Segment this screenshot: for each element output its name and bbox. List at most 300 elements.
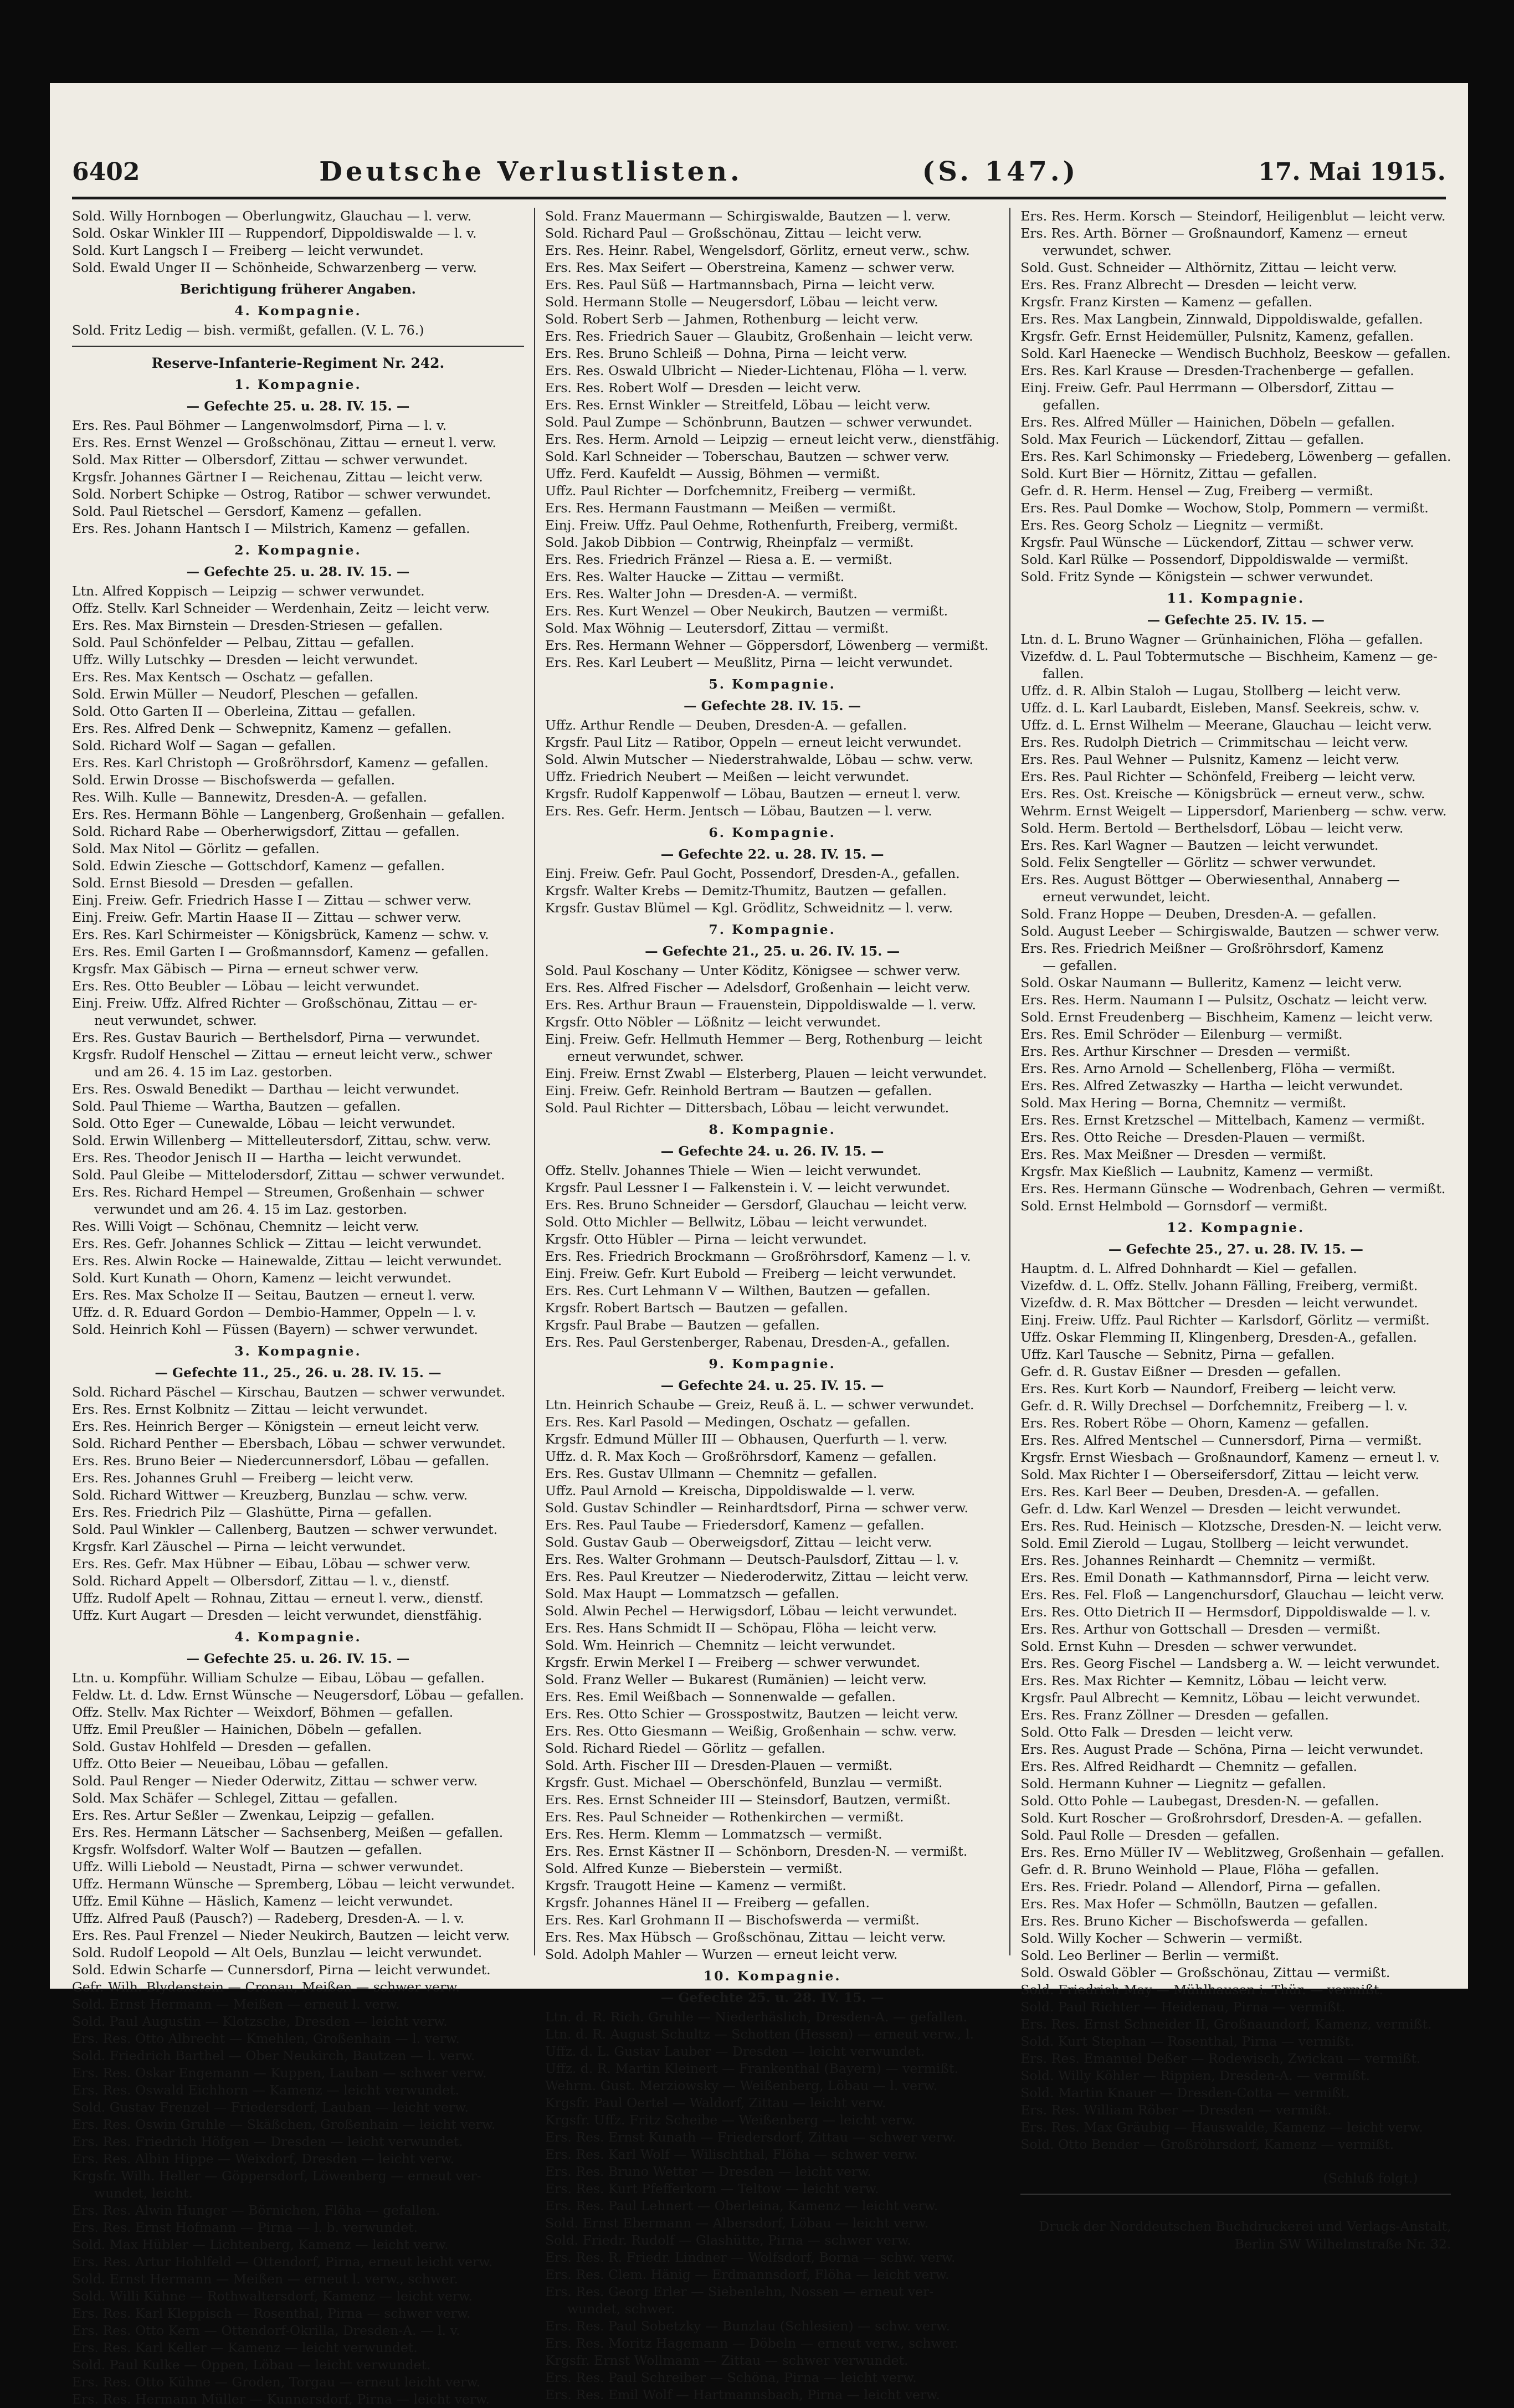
casualty-entry: Ers. Res. Theodor Jenisch II — Hartha — leicht verwundet. <box>72 1150 462 1166</box>
casualty-entry: Einj. Freiw. Uffz. Paul Oehme, Rothenfurth, Freiberg, vermißt. <box>545 517 958 533</box>
page-number: 6402 <box>72 157 140 186</box>
casualty-entry: Sold. August Leeber — Schirgiswalde, Bautzen — schwer verw. <box>1020 923 1440 939</box>
casualty-entry: Ers. Res. Herm. Klemm — Lommatzsch — vermißt. <box>545 1826 882 1842</box>
casualty-entry: Sold. Karl Rülke — Possendorf, Dippoldiswalde — vermißt. <box>1020 552 1409 567</box>
casualty-entry: Sold. Ernst Hermann — Meißen — erneut l. verw. <box>72 1996 400 2012</box>
casualty-entry: Ers. Res. Rud. Heinisch — Klotzsche, Dresden-N. — leicht verw. <box>1020 1518 1443 1534</box>
casualty-entry: Ers. Res. Arthur von Gottschall — Dresden — vermißt. <box>1020 1621 1380 1637</box>
casualty-entry-continuation: wundet, leicht. <box>94 2185 193 2201</box>
column-3 <box>1009 208 1451 2252</box>
imprint-divider <box>1020 2194 1451 2195</box>
casualty-entry: Gefr. d. R. Gustav Eißner — Dresden — gefallen. <box>1020 1364 1341 1379</box>
casualty-entry: Gefr. d. R. Willy Drechsel — Dorfchemnitz, Freiberg — l. v. <box>1020 1398 1408 1414</box>
casualty-entry: Sold. Willy Kocher — Schwerin — vermißt. <box>1020 1930 1303 1946</box>
casualty-entry: Feldw. Lt. d. Ldw. Ernst Wünsche — Neugersdorf, Löbau — gefallen. <box>72 1687 524 1703</box>
battle-dates: — Gefechte 21., 25. u. 26. IV. 15. — <box>645 943 900 959</box>
casualty-entry: Ers. Res. Paul Lehnert — Oberleina, Kamenz — leicht verw. <box>545 2198 938 2214</box>
casualty-entry: Ers. Res. Friedrich Sauer — Glaubitz, Großenhain — leicht verw. <box>545 328 973 344</box>
casualty-entry: Sold. Richard Riedel — Görlitz — gefallen. <box>545 1740 825 1756</box>
casualty-entry: Ers. Res. Alfred Mentschel — Cunnersdorf, Pirna — vermißt. <box>1020 1433 1422 1448</box>
casualty-entry: Sold. Edwin Ziesche — Gottschdorf, Kamenz — gefallen. <box>72 858 445 874</box>
casualty-entry: Ers. Res. Erno Müller IV — Weblitzweg, Großenhain — gefallen. <box>1020 1845 1445 1860</box>
casualty-entry: Ers. Res. Max Seifert — Oberstreina, Kamenz — schwer verw. <box>545 260 955 275</box>
company-heading: 9. Kompagnie. <box>709 1356 836 1372</box>
company-heading: 10. Kompagnie. <box>703 1968 841 1984</box>
casualty-entry: Ers. Res. Alwin Hunger — Börnichen, Flöha — gefallen. <box>72 2202 440 2218</box>
casualty-entry-continuation: wundet, schwer. <box>567 2301 675 2317</box>
casualty-entry: Sold. Karl Schneider — Toberschau, Bautzen — schwer verw. <box>545 449 950 464</box>
casualty-entry: Ers. Res. Max Gräubig — Hauswalde, Kamenz — leicht verw. <box>1020 2119 1423 2135</box>
casualty-entry: Einj. Freiw. Gefr. Reinhold Bertram — Bautzen — gefallen. <box>545 1083 932 1098</box>
casualty-entry: Einj. Freiw. Gefr. Paul Herrmann — Olbersdorf, Zittau — <box>1020 380 1394 396</box>
casualty-entry: Ers. Res. Walter Haucke — Zittau — vermißt. <box>545 569 845 584</box>
casualty-entry: Krgsfr. Paul Litz — Ratibor, Oppeln — erneut leicht verwundet. <box>545 735 962 750</box>
casualty-entry: Ers. Res. Georg Fischel — Landsberg a. W. — leicht verwundet. <box>1020 1656 1440 1671</box>
casualty-entry: Sold. Martin Knauer — Dresden-Cotta — vermißt. <box>1020 2085 1350 2101</box>
sheet-number: (S. 147.) <box>922 156 1079 187</box>
casualty-entry: Ers. Res. Hermann Faustmann — Meißen — vermißt. <box>545 500 896 516</box>
casualty-entry: Uffz. Kurt Augart — Dresden — leicht verwundet, dienstfähig. <box>72 1608 483 1623</box>
casualty-entry: Sold. Willi Kühne — Rothwaltersdorf, Kamenz — leicht verw. <box>72 2288 473 2304</box>
casualty-entry: Ers. Res. Alfred Fischer — Adelsdorf, Großenhain — leicht verw. <box>545 980 971 995</box>
casualty-entry: Sold. Herm. Bertold — Berthelsdorf, Löbau — leicht verw. <box>1020 820 1404 836</box>
casualty-entry: Uffz. Oskar Flemming II, Klingenberg, Dresden-A., gefallen. <box>1020 1329 1417 1345</box>
casualty-entry: Sold. Fritz Ledig — bish. vermißt, gefallen. (V. L. 76.) <box>72 322 424 338</box>
casualty-entry-continuation: erneut verwundet, schwer. <box>567 1049 744 1064</box>
casualty-entry: Sold. Friedrich May — Mühlhausen i. Thür. — vermißt. <box>1020 1982 1383 1998</box>
casualty-entry-continuation: — gefallen. <box>1043 958 1117 973</box>
casualty-entry-continuation: erneut verwundet, leicht. <box>1043 889 1210 905</box>
casualty-entry: Ers. Res. Alfred Denk — Schwepnitz, Kamenz — gefallen. <box>72 721 452 736</box>
casualty-entry: Sold. Max Nitol — Görlitz — gefallen. <box>72 841 320 856</box>
columns <box>72 208 1451 2407</box>
casualty-entry: Ers. Res. Otto Dietrich II — Hermsdorf, Dippoldiswalde — l. v. <box>1020 1604 1431 1620</box>
casualty-entry: Einj. Freiw. Uffz. Paul Richter — Karlsdorf, Görlitz — vermißt. <box>1020 1312 1430 1328</box>
casualty-entry: Ers. Res. Friedrich Höfgen — Dresden — leicht verwundet. <box>72 2134 463 2149</box>
column-2 <box>534 208 1009 2402</box>
casualty-entry: Sold. Willy Hornbogen — Oberlungwitz, Glauchau — l. verw. <box>72 208 472 224</box>
casualty-entry: Ers. Res. Hermann Müller — Kunnersdorf, Pirna — leicht verw. <box>72 2391 490 2407</box>
casualty-entry: Krgsfr. Uffz. Fritz Scheibe — Weißenberg — leicht verw. <box>545 2112 916 2128</box>
publication-title: Deutsche Verlustlisten. <box>319 156 743 187</box>
casualty-entry: Uffz. Alfred Pauß (Pausch?) — Radeberg, Dresden-A. — l. v. <box>72 1911 465 1926</box>
casualty-entry: Sold. Richard Appelt — Olbersdorf, Zittau — l. v., dienstf. <box>72 1573 450 1589</box>
casualty-entry: Ers. Res. Max Langbein, Zinnwald, Dippoldiswalde, gefallen. <box>1020 311 1423 327</box>
casualty-entry: Sold. Otto Eger — Cunewalde, Löbau — leicht verwundet. <box>72 1116 456 1131</box>
casualty-entry: Ers. Res. Ost. Kreische — Königsbrück — erneut verw., schw. <box>1020 786 1425 802</box>
casualty-entry: Ers. Res. Friedrich Fränzel — Riesa a. E. — vermißt. <box>545 552 892 567</box>
page-header <box>72 150 1446 194</box>
casualty-entry: Uffz. d. L. Ernst Wilhelm — Meerane, Glauchau — leicht verw. <box>1020 717 1432 733</box>
casualty-entry: Sold. Otto Falk — Dresden — leicht verw. <box>1020 1724 1294 1740</box>
casualty-entry: Ers. Res. Paul Wehner — Pulsnitz, Kamenz — leicht verw. <box>1020 752 1400 767</box>
section-divider <box>72 346 524 347</box>
casualty-entry: Sold. Jakob Dibbion — Contrwig, Rheinpfalz — vermißt. <box>545 535 914 550</box>
casualty-entry: Ers. Res. Karl Krause — Dresden-Trachenberge — gefallen. <box>1020 363 1414 378</box>
company-heading: 2. Kompagnie. <box>234 542 362 558</box>
casualty-entry: Sold. Norbert Schipke — Ostrog, Ratibor — schwer verwundet. <box>72 486 491 502</box>
casualty-entry: Ers. Res. Alwin Rocke — Hainewalde, Zittau — leicht verwundet. <box>72 1253 502 1269</box>
casualty-entry: Ers. Res. Emil Wolf — Hartmannsbach, Pirna — leicht verw. <box>545 2387 940 2402</box>
casualty-entry: Ers. Res. Gefr. Johannes Schlick — Zittau — leicht verwundet. <box>72 1236 482 1251</box>
casualty-entry: Ltn. d. R. Rich. Gruhle — Niederhäslich, Dresden-A. — gefallen. <box>545 2009 968 2025</box>
casualty-entry: Sold. Oskar Naumann — Bulleritz, Kamenz — leicht verw. <box>1020 975 1402 990</box>
casualty-entry: Ers. Res. Moritz Hagemann — Döbeln — erneut verw., schwer. <box>545 2335 959 2351</box>
casualty-entry: Ers. Res. Karl Pasold — Medingen, Oschatz — gefallen. <box>545 1414 911 1430</box>
casualty-entry: Krgsfr. Wolfsdorf. Walter Wolf — Bautzen — gefallen. <box>72 1842 423 1857</box>
casualty-entry: Ers. Res. Alfred Müller — Hainichen, Döbeln — gefallen. <box>1020 414 1395 430</box>
casualty-entry: Ers. Res. Hans Schmidt II — Schöpau, Flöha — leicht verw. <box>545 1620 937 1636</box>
casualty-entry: Sold. Edwin Scharfe — Cunnersdorf, Pirna — leicht verwundet. <box>72 1962 491 1978</box>
casualty-entry: Ers. Res. Albin Hippe — Weixdorf, Dresden — leicht verw. <box>72 2151 455 2166</box>
casualty-entry: Krgsfr. Franz Kirsten — Kamenz — gefallen. <box>1020 294 1313 310</box>
casualty-entry: Krgsfr. Paul Lessner I — Falkenstein i. V. — leicht verwundet. <box>545 1180 951 1195</box>
casualty-entry: Ers. Res. Karl Beer — Deuben, Dresden-A. — gefallen. <box>1020 1484 1379 1500</box>
casualty-entry: Ers. Res. August Prade — Schöna, Pirna — leicht verwundet. <box>1020 1742 1424 1757</box>
casualty-entry: Ers. Res. Hermann Lätscher — Sachsenberg, Meißen — gefallen. <box>72 1825 504 1840</box>
company-heading: 12. Kompagnie. <box>1167 1220 1305 1235</box>
casualty-entry: Ers. Res. Emil Weißbach — Sonnenwalde — gefallen. <box>545 1689 896 1704</box>
casualty-entry: Krgsfr. Max Gäbisch — Pirna — erneut schwer verw. <box>72 961 419 977</box>
casualty-entry: Ers. Res. Franz Albrecht — Dresden — leicht verw. <box>1020 277 1357 292</box>
casualty-entry: Sold. Franz Mauermann — Schirgiswalde, Bautzen — l. verw. <box>545 208 951 224</box>
casualty-entry: Gefr. d. R. Herm. Hensel — Zug, Freiberg — vermißt. <box>1020 483 1374 499</box>
casualty-entry: Sold. Paul Zumpe — Schönbrunn, Bautzen — schwer verwundet. <box>545 414 973 430</box>
casualty-entry: Ers. Res. Johann Hantsch I — Milstrich, Kamenz — gefallen. <box>72 521 470 536</box>
casualty-entry: Ltn. Alfred Koppisch — Leipzig — schwer verwundet. <box>72 583 425 599</box>
casualty-entry: Sold. Franz Weller — Bukarest (Rumänien) — leicht verw. <box>545 1672 927 1687</box>
casualty-entry: Sold. Wm. Heinrich — Chemnitz — leicht verwundet. <box>545 1637 896 1653</box>
casualty-entry: Ers. Res. Ernst Kunath — Friedersdorf, Zittau — schwer verw. <box>545 2129 956 2145</box>
casualty-entry: Ers. Res. Bruno Kicher — Bischofswerda — gefallen. <box>1020 1913 1368 1929</box>
casualty-entry: Krgsfr. Wilh. Heller — Göppersdorf, Löwenberg — erneut ver- <box>72 2168 481 2184</box>
casualty-entry: Sold. Ernst Helmbold — Gornsdorf — vermißt. <box>1020 1198 1328 1214</box>
company-heading: 4. Kompagnie. <box>234 1629 362 1645</box>
casualty-entry: Ers. Res. Johannes Gruhl — Freiberg — leicht verw. <box>72 1470 414 1486</box>
casualty-entry: Sold. Ernst Hermann — Meißen — erneut l. verw., schwer. <box>72 2271 458 2287</box>
casualty-entry: Ers. Res. Karl Keller — Kamenz — leicht verwundet. <box>72 2340 418 2355</box>
casualty-entry: Sold. Max Feurich — Lückendorf, Zittau — gefallen. <box>1020 432 1364 447</box>
casualty-entry: Ers. Res. Karl Schirmeister — Königsbrück, Kamenz — schw. v. <box>72 927 489 942</box>
battle-dates: — Gefechte 25. u. 28. IV. 15. — <box>660 1990 884 2005</box>
casualty-entry: Sold. Max Hübler — Lichtenberg, Kamenz — leicht verw. <box>72 2237 449 2252</box>
casualty-entry: Uffz. Rudolf Apelt — Rohnau, Zittau — erneut l. verw., dienstf. <box>72 1590 484 1606</box>
battle-dates: — Gefechte 25. u. 28. IV. 15. — <box>186 564 410 579</box>
casualty-entry: Ers. Res. Paul Böhmer — Langenwolmsdorf, Pirna — l. v. <box>72 418 447 433</box>
newspaper-page <box>50 83 1468 2407</box>
battle-dates: — Gefechte 25. u. 26. IV. 15. — <box>186 1651 410 1666</box>
casualty-entry: Vizefdw. d. L. Paul Tobtermutsche — Bischheim, Kamenz — ge- <box>1020 649 1438 664</box>
casualty-entry: Ers. Res. Curt Lehmann V — Wilthen, Bautzen — gefallen. <box>545 1283 931 1298</box>
casualty-entry: Ers. Res. Ernst Wenzel — Großschönau, Zittau — erneut l. verw. <box>72 435 496 450</box>
casualty-entry: Sold. Max Schäfer — Schlegel, Zittau — gefallen. <box>72 1790 398 1806</box>
casualty-entry: Sold. Oskar Winkler III — Ruppendorf, Dippoldiswalde — l. v. <box>72 225 477 241</box>
casualty-entry: Ers. Res. Heinrich Berger — Königstein — erneut leicht verw. <box>72 1419 480 1434</box>
company-heading: 4. Kompagnie. <box>234 303 362 319</box>
casualty-entry: Einj. Freiw. Uffz. Alfred Richter — Großschönau, Zittau — er- <box>72 995 478 1011</box>
casualty-entry: Sold. Alfred Kunze — Bieberstein — vermißt. <box>545 1861 843 1876</box>
casualty-entry: Ers. Res. Richard Hempel — Streumen, Großenhain — schwer <box>72 1184 484 1200</box>
casualty-entry: Einj. Freiw. Gefr. Kurt Eubold — Freiberg — leicht verwundet. <box>545 1266 957 1281</box>
casualty-entry: Ltn. Heinrich Schaube — Greiz, Reuß ä. L. — schwer verwundet. <box>545 1397 974 1413</box>
casualty-entry: Sold. Fritz Synde — Königstein — schwer verwundet. <box>1020 569 1374 584</box>
company-heading: 3. Kompagnie. <box>234 1343 362 1359</box>
casualty-entry: Krgsfr. Paul Wünsche — Lückendorf, Zittau — schwer verw. <box>1020 535 1414 550</box>
casualty-entry: Ers. Res. Paul Schneider — Rothenkirchen — vermißt. <box>545 1809 904 1825</box>
casualty-entry: Einj. Freiw. Ernst Zwabl — Elsterberg, Plauen — leicht verwundet. <box>545 1066 987 1081</box>
casualty-entry: Sold. Ernst Kuhn — Dresden — schwer verwundet. <box>1020 1639 1357 1654</box>
casualty-entry-continuation: verwundet und am 26. 4. 15 im Laz. gestorben. <box>94 1202 407 1217</box>
casualty-entry: Ers. Res. Alfred Zetwaszky — Hartha — leicht verwundet. <box>1020 1078 1403 1093</box>
casualty-entry: Uffz. Arthur Rendle — Deuben, Dresden-A. — gefallen. <box>545 717 907 733</box>
casualty-entry: Sold. Franz Hoppe — Deuben, Dresden-A. — gefallen. <box>1020 906 1377 922</box>
casualty-entry: Ers. Res. William Röber — Dresden — vermißt. <box>1020 2102 1332 2118</box>
casualty-entry: Ltn. u. Kompführ. William Schulze — Eibau, Löbau — gefallen. <box>72 1670 485 1686</box>
casualty-entry: Res. Willi Voigt — Schönau, Chemnitz — leicht verw. <box>72 1219 419 1234</box>
casualty-entry: Offz. Stellv. Max Richter — Weixdorf, Böhmen — gefallen. <box>72 1704 454 1720</box>
battle-dates: — Gefechte 24. u. 26. IV. 15. — <box>660 1143 884 1159</box>
casualty-entry: Sold. Paul Richter — Dittersbach, Löbau — leicht verwundet. <box>545 1100 950 1116</box>
casualty-entry: Ers. Res. Max Scholze II — Seitau, Bautzen — erneut l. verw. <box>72 1287 476 1303</box>
casualty-entry: Uffz. Paul Richter — Dorfchemnitz, Freiberg — vermißt. <box>545 483 916 499</box>
casualty-entry: Ers. Res. Friedrich Meißner — Großröhrsdorf, Kamenz <box>1020 941 1383 956</box>
casualty-entry: Sold. Arth. Fischer III — Dresden-Plauen — vermißt. <box>545 1758 893 1773</box>
casualty-entry: Ers. Res. Herm. Korsch — Steindorf, Heiligenblut — leicht verw. <box>1020 208 1446 224</box>
casualty-entry: Krgsfr. Ernst Wollmann — Zittau — schwer verwundet. <box>545 2353 909 2368</box>
casualty-entry: Ers. Res. Bruno Beier — Niedercunnersdorf, Löbau — gefallen. <box>72 1453 490 1469</box>
casualty-entry: Krgsfr. Gustav Blümel — Kgl. Grödlitz, Schweidnitz — l. verw. <box>545 900 953 916</box>
casualty-entry: Ers. Res. Otto Albrecht — Kmehlen, Großenhain — l. verw. <box>72 2031 460 2046</box>
casualty-entry: Krgsfr. Max Kießlich — Laubnitz, Kamenz — vermißt. <box>1020 1164 1374 1179</box>
battle-dates: — Gefechte 25. u. 28. IV. 15. — <box>186 398 410 414</box>
casualty-entry: Ers. Res. Otto Reiche — Dresden-Plauen — vermißt. <box>1020 1129 1366 1145</box>
casualty-entry: Vizefdw. d. R. Max Böttcher — Dresden — leicht verwundet. <box>1020 1295 1418 1311</box>
casualty-entry: Krgsfr. Paul Oertel — Waldorf, Zittau — leicht verw. <box>545 2095 886 2111</box>
casualty-entry: Ers. Res. Max Richter — Kemnitz, Löbau — leicht verw. <box>1020 1673 1387 1688</box>
casualty-entry: Ers. Res. Paul Domke — Wochow, Stolp, Pommern — vermißt. <box>1020 500 1429 516</box>
casualty-entry: Hauptm. d. L. Alfred Dohnhardt — Kiel — gefallen. <box>1020 1261 1357 1276</box>
casualty-entry: Einj. Freiw. Gefr. Martin Haase II — Zittau — schwer verw. <box>72 910 461 925</box>
casualty-entry: Ers. Res. R. Friedr. Lindner — Wolfsdorf, Borna — schw. verw. <box>545 2250 956 2265</box>
casualty-entry: Sold. Erwin Müller — Neudorf, Pleschen — gefallen. <box>72 686 419 702</box>
casualty-entry: Sold. Emil Zierold — Lugau, Stollberg — leicht verwundet. <box>1020 1536 1409 1551</box>
company-heading: 7. Kompagnie. <box>709 922 836 937</box>
casualty-entry: Sold. Gust. Schneider — Althörnitz, Zittau — leicht verw. <box>1020 260 1397 275</box>
casualty-entry: Ers. Res. Ernst Kästner II — Schönborn, Dresden-N. — vermißt. <box>545 1844 968 1859</box>
casualty-entry: Uffz. Paul Arnold — Kreischa, Dippoldiswalde — l. verw. <box>545 1483 916 1498</box>
company-heading: 1. Kompagnie. <box>234 377 362 392</box>
casualty-entry: Sold. Richard Päschel — Kirschau, Bautzen — schwer verwundet. <box>72 1384 506 1400</box>
casualty-entry: Sold. Kurt Langsch I — Freiberg — leicht verwundet. <box>72 243 424 258</box>
casualty-entry: Ers. Res. Oswald Ulbricht — Nieder-Lichtenau, Flöha — l. verw. <box>545 363 968 378</box>
casualty-entry: Ers. Res. Ernst Hofmann — Pirna — l. b. verwundet. <box>72 2220 418 2235</box>
casualty-entry: Ers. Res. Georg Erler — Siebenlehn, Nossen — erneut ver- <box>545 2284 934 2299</box>
casualty-entry: Ers. Res. Bruno Schleiß — Dohna, Pirna — leicht verw. <box>545 346 907 361</box>
casualty-entry: Vizefdw. d. L. Offz. Stellv. Johann Fälling, Freiberg, vermißt. <box>1020 1278 1418 1293</box>
casualty-entry: Einj. Freiw. Gefr. Friedrich Hasse I — Zittau — schwer verw. <box>72 892 472 908</box>
casualty-entry: Ers. Res. Alfred Reidhardt — Chemnitz — gefallen. <box>1020 1759 1357 1774</box>
casualty-entry: Sold. Alwin Mutscher — Niederstrahwalde, Löbau — schw. verw. <box>545 752 973 767</box>
casualty-entry: Uffz. d. R. Eduard Gordon — Dembio-Hammer, Oppeln — l. v. <box>72 1305 476 1320</box>
casualty-entry: Ers. Res. Hermann Böhle — Langenberg, Großenhain — gefallen. <box>72 807 505 822</box>
casualty-entry: Ers. Res. Otto Beubler — Löbau — leicht verwundet. <box>72 978 420 994</box>
casualty-entry: Uffz. Friedrich Neubert — Meißen — leicht verwundet. <box>545 769 910 784</box>
casualty-entry: Sold. Max Ritter — Olbersdorf, Zittau — schwer verwundet. <box>72 452 468 468</box>
company-heading: 8. Kompagnie. <box>709 1122 836 1137</box>
casualty-entry: Ers. Res. Otto Kühne — Groden, Torgau — erneut leicht verw. <box>72 2374 481 2390</box>
company-heading: 11. Kompagnie. <box>1167 591 1305 606</box>
casualty-entry: Ers. Res. Hermann Wehner — Göppersdorf, Löwenberg — vermißt. <box>545 638 989 653</box>
casualty-entry: Uffz. d. L. Gustav Lauber — Dresden — leicht verwundet. <box>545 2044 925 2059</box>
casualty-entry: Uffz. Otto Beier — Neueibau, Löbau — gefallen. <box>72 1756 389 1772</box>
casualty-entry: Ers. Res. Herm. Naumann I — Pulsitz, Oschatz — leicht verw. <box>1020 992 1428 1008</box>
casualty-entry: Sold. Heinrich Kohl — Füssen (Bayern) — schwer verwundet. <box>72 1322 478 1337</box>
casualty-entry: Sold. Paul Thieme — Wartha, Bautzen — gefallen. <box>72 1098 401 1114</box>
casualty-entry: Sold. Kurt Bier — Hörnitz, Zittau — gefallen. <box>1020 466 1317 481</box>
casualty-entry: Ers. Res. Kurt Korb — Naundorf, Freiberg — leicht verw. <box>1020 1381 1397 1396</box>
casualty-entry: Ers. Res. Clem. Hänig — Erdmannsdorf, Flöha — leicht verw. <box>545 2267 950 2282</box>
casualty-entry: Wehrm. Ernst Weigelt — Lippersdorf, Marienberg — schw. verw. <box>1020 803 1447 819</box>
casualty-entry: Sold. Hermann Kuhner — Liegnitz — gefallen. <box>1020 1776 1326 1791</box>
casualty-entry: Sold. Richard Wittwer — Kreuzberg, Bunzlau — schw. verw. <box>72 1487 468 1503</box>
battle-dates: — Gefechte 25., 27. u. 28. IV. 15. — <box>1108 1241 1363 1257</box>
casualty-entry: Krgsfr. Karl Zäuschel — Pirna — leicht verwundet. <box>72 1539 406 1554</box>
casualty-entry: Krgsfr. Traugott Heine — Kamenz — vermißt. <box>545 1878 846 1893</box>
casualty-entry: Ers. Res. Karl Christoph — Großröhrsdorf, Kamenz — gefallen. <box>72 755 489 771</box>
casualty-entry: Sold. Gustav Hohlfeld — Dresden — gefallen. <box>72 1739 372 1754</box>
casualty-entry: Ers. Res. Paul Taube — Friedersdorf, Kamenz — gefallen. <box>545 1517 925 1533</box>
casualty-entry: Sold. Paul Rietschel — Gersdorf, Kamenz — gefallen. <box>72 504 422 519</box>
casualty-entry: Sold. Friedr. Rudolf — Glashütte, Pirna — schwer verw. <box>545 2232 911 2248</box>
casualty-entry: Ers. Res. Bruno Wetter — Dresden — leicht verw. <box>545 2164 871 2179</box>
casualty-entry-continuation: gefallen. <box>1043 397 1100 413</box>
casualty-entry: Krgsfr. Otto Nöbler — Lößnitz — leicht verwundet. <box>545 1014 881 1030</box>
casualty-entry: Ers. Res. Emil Donath — Kathmannsdorf, Pirna — leicht verw. <box>1020 1570 1430 1585</box>
battle-dates: — Gefechte 25. IV. 15. — <box>1147 612 1325 628</box>
casualty-entry: Ers. Res. Heinr. Rabel, Wengelsdorf, Görlitz, erneut verw., schw. <box>545 243 970 258</box>
casualty-entry: Sold. Paul Richter — Heidenau, Pirna — vermißt. <box>1020 1999 1346 2015</box>
casualty-entry: Sold. Paul Rolle — Dresden — gefallen. <box>1020 1827 1280 1843</box>
company-heading: 6. Kompagnie. <box>709 825 836 840</box>
casualty-entry: Ers. Res. Ernst Schneider III — Steinsdorf, Bautzen, vermißt. <box>545 1792 951 1808</box>
casualty-entry: Sold. Erwin Willenberg — Mittelleutersdorf, Zittau, schw. verw. <box>72 1133 491 1148</box>
casualty-entry: Krgsfr. Gust. Michael — Oberschönfeld, Bunzlau — vermißt. <box>545 1775 943 1790</box>
printer-address: Berlin SW Wilhelmstraße Nr. 32. <box>1234 2236 1451 2252</box>
casualty-entry: Ers. Res. Herm. Arnold — Leipzig — erneut leicht verw., dienstfähig. <box>545 432 1000 447</box>
casualty-entry: Krgsfr. Gefr. Ernst Heidemüller, Pulsnitz, Kamenz, gefallen. <box>1020 328 1414 344</box>
casualty-entry: Einj. Freiw. Gefr. Hellmuth Hemmer — Berg, Rothenburg — leicht <box>545 1031 983 1047</box>
casualty-entry-continuation: neut verwundet, schwer. <box>94 1013 257 1028</box>
casualty-entry: Sold. Otto Pohle — Laubegast, Dresden-N. — gefallen. <box>1020 1793 1379 1809</box>
casualty-entry: Ers. Res. Bruno Schneider — Gersdorf, Glauchau — leicht verw. <box>545 1197 967 1213</box>
casualty-entry: Ers. Res. Artur Hohlfeld — Ottendorf, Pirna, erneut leicht verw. <box>72 2254 493 2270</box>
casualty-entry: Sold. Richard Penther — Ebersbach, Löbau — schwer verwundet. <box>72 1436 506 1451</box>
casualty-entry: Ers. Res. Paul Kreutzer — Niederoderwitz, Zittau — leicht verw. <box>545 1569 969 1584</box>
casualty-entry: Sold. Otto Bender — Großröhrsdorf, Kamenz — vermißt. <box>1020 2137 1394 2152</box>
continued-note: (Schluß folgt.) <box>1323 2170 1418 2186</box>
casualty-entry: Ers. Res. Walter John — Dresden-A. — vermißt. <box>545 586 858 602</box>
casualty-entry: Ers. Res. Otto Kern — Ottendorf-Okrilla, Dresden-A. — l. v. <box>72 2323 460 2338</box>
casualty-entry: Ers. Res. Hermann Günsche — Wodrenbach, Gehren — vermißt. <box>1020 1181 1446 1197</box>
casualty-entry: Krgsfr. Rudolf Henschel — Zittau — erneut leicht verw., schwer <box>72 1047 492 1062</box>
casualty-entry: Sold. Alwin Pechel — Herwigsdorf, Löbau — leicht verwundet. <box>545 1603 958 1619</box>
casualty-entry: Sold. Max Hering — Borna, Chemnitz — vermißt. <box>1020 1095 1347 1111</box>
casualty-entry: Sold. Paul Gleibe — Mittelodersdorf, Zittau — schwer verwundet. <box>72 1167 505 1183</box>
casualty-entry: Ers. Res. Fel. Floß — Langenchursdorf, Glauchau — leicht verw. <box>1020 1587 1445 1603</box>
casualty-entry: Ers. Res. Arno Arnold — Schellenberg, Flöha — vermißt. <box>1020 1061 1395 1076</box>
casualty-entry: Sold. Paul Winkler — Callenberg, Bautzen — schwer verwundet. <box>72 1522 498 1537</box>
casualty-entry: Sold. Felix Sengteller — Görlitz — schwer verwundet. <box>1020 855 1377 870</box>
casualty-entry: Gefr. d. R. Bruno Weinhold — Plaue, Flöha — gefallen. <box>1020 1862 1379 1877</box>
casualty-entry: Sold. Richard Paul — Großschönau, Zittau — leicht verw. <box>545 225 922 241</box>
casualty-entry: Ers. Res. Arth. Börner — Großnaundorf, Kamenz — erneut <box>1020 225 1408 241</box>
casualty-entry: Ers. Res. Arthur Kirschner — Dresden — vermißt. <box>1020 1044 1351 1059</box>
casualty-entry: Sold. Paul Renger — Nieder Oderwitz, Zittau — schwer verw. <box>72 1773 478 1789</box>
casualty-entry: Ers. Res. Karl Wolf — Wilischthal, Flöha — schwer verw. <box>545 2147 918 2162</box>
corrections-heading: Berichtigung früherer Angaben. <box>180 281 416 297</box>
casualty-entry: Ers. Res. Paul Sobetzky — Bunzlau (Schlesien) — schw. verw. <box>545 2318 950 2334</box>
header-rule <box>72 197 1446 199</box>
issue-date: 17. Mai 1915. <box>1258 157 1446 186</box>
battle-dates: — Gefechte 11., 25., 26. u. 28. IV. 15. — <box>155 1365 442 1380</box>
casualty-entry: Krgsfr. Rudolf Kappenwolf — Löbau, Bautzen — erneut l. verw. <box>545 786 961 802</box>
column-1 <box>72 208 534 2407</box>
casualty-entry: Ers. Res. August Böttger — Oberwiesenthal, Annaberg — <box>1020 872 1400 887</box>
battle-dates: — Gefechte 24. u. 25. IV. 15. — <box>660 1378 884 1393</box>
casualty-entry-continuation: verwundet, schwer. <box>1043 243 1172 258</box>
casualty-entry: Ers. Res. Kurt Pfefferkorn — Teltow — leicht verw. <box>545 2181 879 2196</box>
company-heading: 5. Kompagnie. <box>709 676 836 692</box>
casualty-entry: Ers. Res. Kurt Wenzel — Ober Neukirch, Bautzen — vermißt. <box>545 603 948 619</box>
casualty-entry: Ers. Res. Ernst Kolbnitz — Zittau — leicht verwundet. <box>72 1401 428 1417</box>
casualty-entry: Ers. Res. Friedr. Poland — Allendorf, Pirna — gefallen. <box>1020 1879 1381 1894</box>
casualty-entry: Ers. Res. Otto Giesmann — Weißig, Großenhain — schw. verw. <box>545 1723 957 1739</box>
casualty-entry: Ers. Res. Max Kentsch — Oschatz — gefallen. <box>72 669 374 685</box>
regiment-heading: Reserve-Infanterie-Regiment Nr. 242. <box>151 355 445 371</box>
casualty-entry: Sold. Kurt Kunath — Ohorn, Kamenz — leicht verwundet. <box>72 1270 451 1286</box>
casualty-entry: Ers. Res. Karl Kleppisch — Rosenthal, Pirna — schwer verw. <box>72 2306 471 2321</box>
casualty-entry: Sold. Oswald Göbler — Großschönau, Zittau — vermißt. <box>1020 1965 1390 1980</box>
casualty-entry: Ers. Res. Max Birnstein — Dresden-Striesen — gefallen. <box>72 618 443 633</box>
casualty-entry: Ers. Res. Max Meißner — Dresden — vermißt. <box>1020 1147 1327 1162</box>
casualty-entry: Ers. Res. Robert Röbe — Ohorn, Kamenz — gefallen. <box>1020 1415 1369 1431</box>
casualty-entry: Ers. Res. Robert Wolf — Dresden — leicht verw. <box>545 380 861 396</box>
casualty-entry: Sold. Friedrich Barthel — Ober Neukirch, Bautzen — l. verw. <box>72 2048 475 2063</box>
casualty-entry: Sold. Ernst Ebermann — Albersdorf, Löbau — leicht verw. <box>545 2215 929 2231</box>
casualty-entry: Sold. Gustav Schindler — Reinhardtsdorf, Pirna — schwer verw. <box>545 1500 968 1516</box>
casualty-entry: Uffz. d. R. Max Koch — Großröhrsdorf, Kamenz — gefallen. <box>545 1449 937 1464</box>
casualty-entry: Ers. Res. Otto Schier — Grosspostwitz, Bautzen — leicht verw. <box>545 1706 958 1722</box>
casualty-entry: Ers. Res. Oswald Eichhorn — Kamenz — leicht verwundet. <box>72 2082 460 2098</box>
casualty-entry: Sold. Karl Haenecke — Wendisch Buchholz, Beeskow — gefallen. <box>1020 346 1451 361</box>
casualty-entry: Wehrm. Gust. Merziowsky — Weißenberg, Löbau — l. verw. <box>545 2078 938 2093</box>
casualty-entry: Ers. Res. Franz Zöllner — Dresden — gefallen. <box>1020 1707 1329 1723</box>
casualty-entry: Krgsfr. Johannes Hänel II — Freiberg — gefallen. <box>545 1895 870 1911</box>
casualty-entry: Sold. Adolph Mahler — Wurzen — erneut leicht verw. <box>545 1947 898 1962</box>
casualty-entry: Ers. Res. Friedrich Pilz — Glashütte, Pirna — gefallen. <box>72 1505 432 1520</box>
battle-dates: — Gefechte 28. IV. 15. — <box>684 698 861 713</box>
casualty-entry: Ers. Res. Paul Schreiber — Schöna, Pirna — leicht verw. <box>545 2370 917 2385</box>
casualty-entry: Ers. Res. Walter Grohmann — Deutsch-Paulsdorf, Zittau — l. v. <box>545 1552 959 1567</box>
casualty-entry: Sold. Hermann Stolle — Neugersdorf, Löbau — leicht verw. <box>545 294 938 310</box>
casualty-entry: Sold. Max Richter I — Oberseifersdorf, Zittau — leicht verw. <box>1020 1467 1419 1482</box>
casualty-entry: Ers. Res. Friedrich Brockmann — Großröhrsdorf, Kamenz — l. v. <box>545 1249 971 1264</box>
casualty-entry: Ers. Res. Gefr. Herm. Jentsch — Löbau, Bautzen — l. verw. <box>545 803 932 819</box>
casualty-entry: Ers. Res. Emil Garten I — Großmannsdorf, Kamenz — gefallen. <box>72 944 489 959</box>
casualty-entry: Sold. Kurt Stephan — Rosenthal, Pirna — vermißt. <box>1020 2034 1354 2049</box>
casualty-entry: Krgsfr. Johannes Gärtner I — Reichenau, Zittau — leicht verw. <box>72 469 483 485</box>
casualty-entry: Ers. Res. Johannes Reinhardt — Chemnitz — vermißt. <box>1020 1553 1376 1568</box>
